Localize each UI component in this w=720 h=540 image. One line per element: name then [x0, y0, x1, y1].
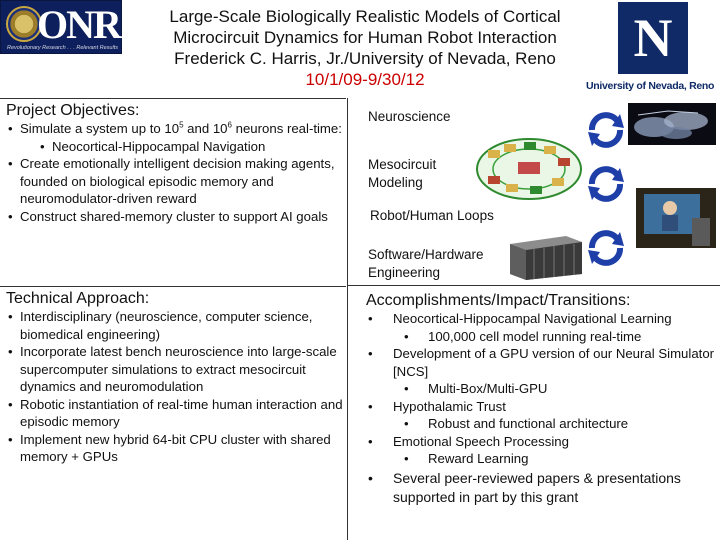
onr-logo: [0, 0, 122, 54]
list-item: • Emotional Speech Processing: [368, 433, 569, 449]
title-line-3: Frederick C. Harris, Jr./University of Nevada, Reno: [174, 49, 556, 68]
list-item: • Interdisciplinary (neuroscience, computer science, biomedical engineering): [8, 309, 313, 342]
list-item: • Development of a GPU version of our Neural Simulator [NCS]: [368, 346, 715, 379]
list-item: • Neocortical-Hippocampal Navigational Learning: [368, 311, 672, 326]
list-item: • Robotic instantiation of real-time human interaction and episodic memory: [8, 396, 343, 429]
list-item: • Robust and functional architecture: [404, 416, 629, 431]
left-mid-divider: [0, 286, 346, 287]
title-line-2: Microcircuit Dynamics for Human Robot Interaction: [173, 28, 557, 47]
list-item: • Hypothalamic Trust: [368, 398, 506, 414]
label-mesocircuit-modeling: Mesocircuit Modeling: [368, 157, 437, 190]
slide-title: [122, 6, 608, 90]
mesocircuit-diagram: [474, 136, 584, 202]
label-software-hardware: Software/Hardware Engineering: [368, 247, 484, 280]
project-objectives: [6, 101, 344, 225]
unr-logo: [618, 2, 688, 74]
list-item: • Several peer-reviewed papers & presentations supported in part by this grant: [368, 469, 681, 505]
right-mid-divider: [347, 285, 720, 286]
cycle-arrows-icon: [584, 108, 628, 152]
header-divider: [0, 98, 346, 99]
list-item: • Multi-Box/Multi-GPU: [404, 381, 548, 396]
technical-approach: [6, 289, 344, 466]
objectives-heading: Project Objectives:: [6, 102, 140, 119]
title-line-1: Large-Scale Biologically Realistic Models of Cortical: [169, 7, 561, 26]
server-cluster-image: [506, 234, 584, 280]
list-item: • Implement new hybrid 64-bit CPU cluster with shared memory + GPUs: [8, 431, 331, 464]
column-divider: [347, 98, 348, 540]
list-item: • Simulate a system up to $10^5$ and $10^6$ neurons real-time:: [8, 120, 342, 136]
list-item: • Create emotionally intelligent decision making agents, founded on biological episodic memory and neuromodulator-driven reward: [8, 156, 335, 206]
list-item: • Reward Learning: [404, 451, 529, 466]
accomplishments-heading: Accomplishments/Impact/Transitions:: [366, 292, 631, 309]
grant-dates: 10/1/09-9/30/12: [305, 70, 425, 89]
unr-n-letter: N: [633, 8, 673, 68]
label-neuroscience: Neuroscience: [368, 109, 451, 124]
onr-tagline: Revolutionary Research . . . Relevant Results: [7, 45, 118, 51]
list-item: • Incorporate latest bench neuroscience into large-scale supercomputer simulations to extract mesocircuit dynamics and neuromodulation: [8, 344, 337, 394]
label-robot-human-loops: Robot/Human Loops: [370, 208, 494, 223]
technical-heading: Technical Approach:: [6, 290, 150, 307]
accomplishments: [366, 291, 718, 507]
list-item: • Construct shared-memory cluster to support AI goals: [8, 208, 328, 224]
cycle-arrows-icon: [584, 226, 628, 270]
onr-logo-text: ONR: [37, 2, 120, 47]
neuroscience-brain-image: [628, 103, 716, 145]
cycle-arrows-icon: [584, 162, 628, 206]
unr-wordmark: University of Nevada, Reno: [586, 80, 715, 92]
list-item: • Neocortical-Hippocampal Navigation: [40, 138, 266, 154]
list-item: • 100,000 cell model running real-time: [404, 328, 642, 344]
robot-human-photo: [636, 188, 716, 248]
